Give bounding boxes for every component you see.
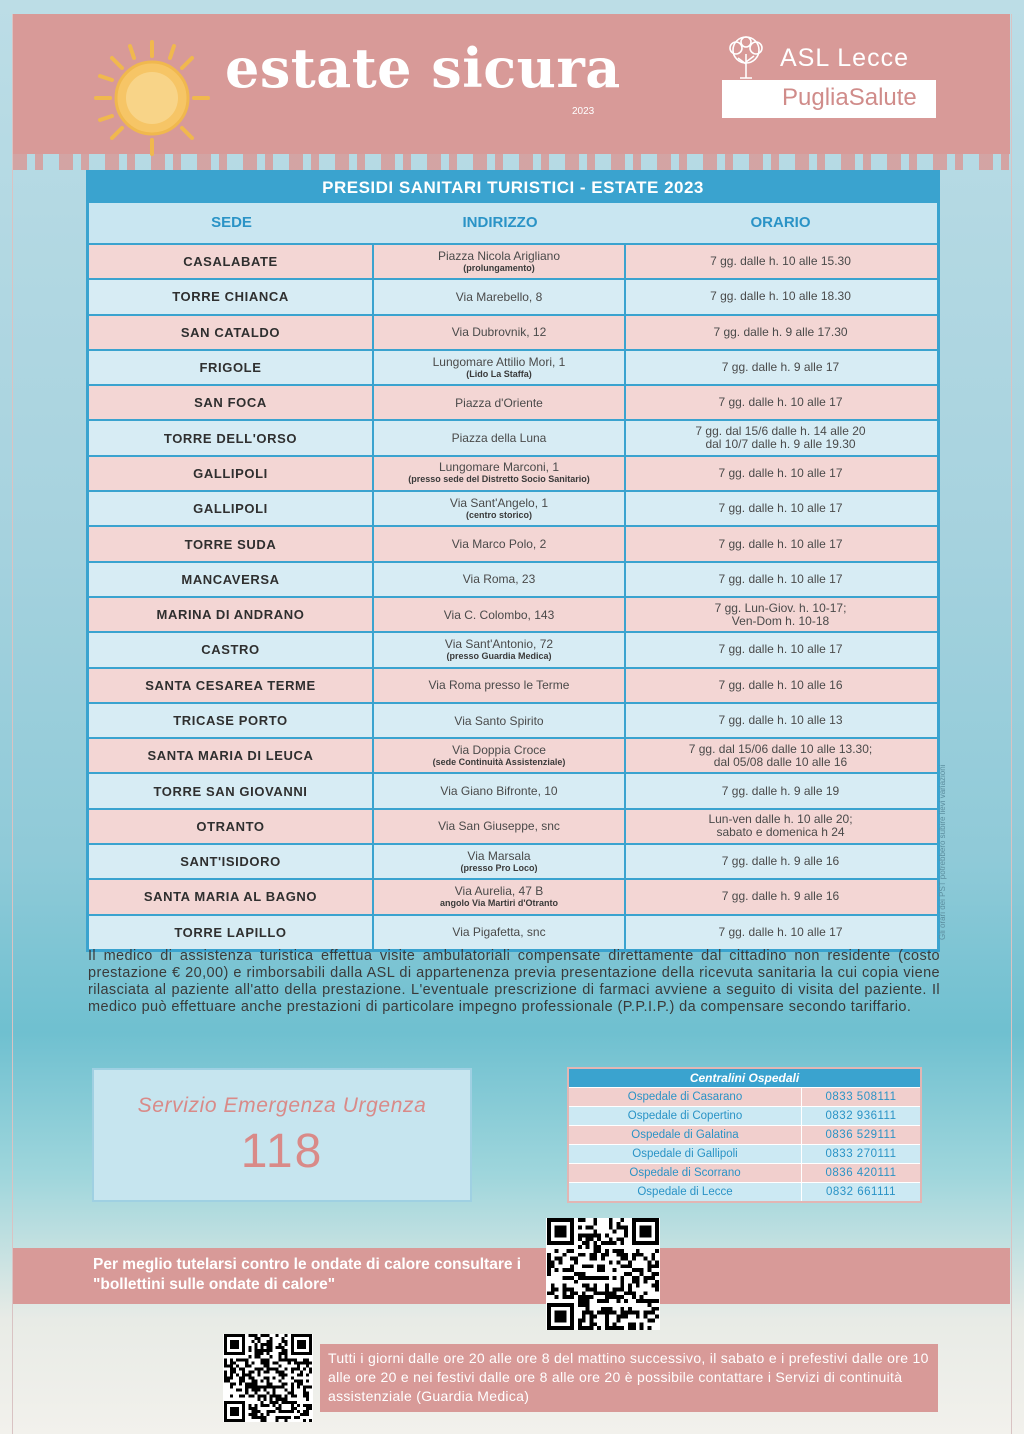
address-line: Piazza della Luna — [451, 431, 547, 446]
hours-line: 7 gg. Lun-Giov. h. 10-17; — [714, 600, 847, 615]
table-header — [89, 203, 937, 245]
table-row — [89, 704, 937, 739]
cell-sede: TORRE SUDA — [89, 527, 374, 560]
cell-sede: GALLIPOLI — [89, 492, 374, 525]
hospital-name: Ospedale di Gallipoli — [569, 1145, 802, 1163]
address-line: Via C. Colombo, 143 — [443, 607, 555, 622]
address-line: Piazza Nicola Arigliano — [437, 248, 561, 263]
cell-sede: OTRANTO — [89, 810, 374, 843]
hospitals-title: Centralini Ospedali — [569, 1069, 920, 1087]
address-line: Via Sant'Antonio, 72 — [444, 636, 554, 651]
cell-indirizzo — [374, 280, 626, 313]
cell-sede: SANT'ISIDORO — [89, 845, 374, 878]
cell-indirizzo — [374, 916, 626, 949]
cell-orario — [626, 598, 935, 631]
hours-line: 7 gg. dalle h. 10 alle 17 — [718, 571, 843, 586]
cell-indirizzo — [374, 316, 626, 349]
heat-notice: Per meglio tutelarsi contro le ondate di calore consultare i "bollettini sulle ondate di calore" — [93, 1256, 522, 1293]
address-line: Via Sant'Angelo, 1 — [449, 495, 549, 510]
hospital-name: Ospedale di Galatina — [569, 1126, 802, 1144]
cell-indirizzo — [374, 351, 626, 384]
address-line: Lungomare Attilio Mori, 1 — [432, 354, 566, 369]
cell-indirizzo — [374, 457, 626, 490]
table-title: PRESIDI SANITARI TURISTICI - ESTATE 2023 — [89, 173, 937, 203]
hospital-row — [569, 1163, 920, 1182]
hours-line-2: sabato e domenica h 24 — [716, 825, 845, 840]
cell-sede: CASTRO — [89, 633, 374, 666]
address-line: Via Roma, 23 — [462, 572, 536, 587]
cell-orario — [626, 457, 935, 490]
table-row — [89, 598, 937, 633]
cell-sede: GALLIPOLI — [89, 457, 374, 490]
cell-orario — [626, 880, 935, 913]
address-note: (presso sede del Distretto Socio Sanitario) — [408, 474, 590, 485]
hospital-name: Ospedale di Casarano — [569, 1088, 802, 1106]
cell-orario — [626, 845, 935, 878]
cell-sede: FRIGOLE — [89, 351, 374, 384]
side-note: Gli orari dei PST potrebbero subire lievi variazioni — [938, 764, 947, 940]
table-row — [89, 739, 937, 774]
address-line: Via Roma presso le Terme — [428, 678, 570, 693]
table-row — [89, 563, 937, 598]
table-body — [89, 245, 937, 949]
hours-line: 7 gg. dalle h. 10 alle 17 — [718, 465, 843, 480]
cell-sede: TORRE LAPILLO — [89, 916, 374, 949]
address-line: Via San Giuseppe, snc — [438, 819, 560, 834]
column-header-sede: SEDE — [211, 214, 252, 231]
cell-orario — [626, 774, 935, 807]
address-note: (sede Continuità Assistenziale) — [432, 756, 566, 767]
cell-sede: TORRE CHIANCA — [89, 280, 374, 313]
cell-sede: SAN CATALDO — [89, 316, 374, 349]
hospital-phone: 0832 661111 — [825, 1186, 897, 1198]
cell-indirizzo — [374, 598, 626, 631]
sun-icon — [92, 38, 212, 158]
address-note: (Lido La Staffa) — [466, 368, 532, 379]
hours-line: 7 gg. dalle h. 10 alle 17 — [718, 924, 843, 939]
poster-title: estate sicura — [225, 36, 621, 100]
cell-orario — [626, 280, 935, 313]
cell-orario — [626, 386, 935, 419]
qr-code-heat-bulletins[interactable] — [546, 1218, 660, 1330]
cell-indirizzo — [374, 845, 626, 878]
cell-orario — [626, 492, 935, 525]
table-row — [89, 457, 937, 492]
address-line: Via Marebello, 8 — [455, 289, 543, 304]
cell-indirizzo — [374, 880, 626, 913]
cell-indirizzo — [374, 774, 626, 807]
hours-line: 7 gg. dalle h. 10 alle 17 — [718, 536, 843, 551]
cell-orario — [626, 316, 935, 349]
address-line: Via Doppia Croce — [452, 742, 546, 757]
hours-line: 7 gg. dalle h. 10 alle 18.30 — [710, 289, 851, 304]
hours-line: 7 gg. dalle h. 9 alle 16 — [721, 854, 840, 869]
table-row — [89, 351, 937, 386]
address-note: (centro storico) — [465, 509, 532, 520]
hours-line: 7 gg. dalle h. 10 alle 16 — [718, 677, 843, 692]
cell-indirizzo — [374, 704, 626, 737]
asl-name: ASL Lecce — [780, 44, 909, 72]
hospital-phone: 0833 508111 — [825, 1091, 897, 1103]
cell-indirizzo — [374, 563, 626, 596]
hospital-phone: 0832 936111 — [825, 1110, 897, 1122]
table-row — [89, 527, 937, 562]
table-row — [89, 316, 937, 351]
cell-sede: SANTA MARIA AL BAGNO — [89, 880, 374, 913]
guardia-medica-notice: Tutti i giorni dalle ore 20 alle ore 8 del mattino successivo, il sabato e i prefestivi dalle ore 10 alle ore 20 e nei festivi dalle ore 8 alle ore 20 è possibile contattare i Servizi di continuità assistenziale (Guardia Medica) — [328, 1350, 929, 1404]
puglia-salute-band — [722, 80, 936, 118]
address-line: Via Marsala — [467, 848, 531, 863]
hours-line: 7 gg. dalle h. 9 alle 17 — [721, 360, 840, 375]
column-header-orario: ORARIO — [750, 214, 811, 231]
cell-sede: TORRE SAN GIOVANNI — [89, 774, 374, 807]
table-row — [89, 245, 937, 280]
hospital-switchboards — [567, 1067, 922, 1203]
cell-sede: TRICASE PORTO — [89, 704, 374, 737]
hospital-row — [569, 1087, 920, 1106]
hours-line: 7 gg. dalle h. 10 alle 13 — [718, 713, 843, 727]
hours-line-2: dal 10/7 dalle h. 9 alle 19.30 — [705, 437, 856, 452]
cell-orario — [626, 563, 935, 596]
address-line: Via Giano Bifronte, 10 — [440, 784, 558, 799]
guardia-medica-band — [320, 1344, 938, 1412]
cell-sede: SANTA MARIA DI LEUCA — [89, 739, 374, 772]
cell-sede: TORRE DELL'ORSO — [89, 421, 374, 454]
cell-orario — [626, 916, 935, 949]
emergency-number: 118 — [240, 1125, 324, 1178]
hospital-phone: 0833 270111 — [825, 1148, 897, 1160]
hospital-row — [569, 1182, 920, 1201]
cell-indirizzo — [374, 492, 626, 525]
address-line: Via Santo Spirito — [454, 713, 544, 728]
poster-year: 2023 — [572, 106, 595, 117]
cell-indirizzo — [374, 245, 626, 278]
table-row — [89, 386, 937, 421]
table-row — [89, 669, 937, 704]
cell-indirizzo — [374, 669, 626, 702]
address-note: (presso Guardia Medica) — [446, 650, 552, 661]
hours-line: 7 gg. dal 15/6 dalle h. 14 alle 20 — [695, 424, 866, 439]
hospital-name: Ospedale di Scorrano — [569, 1164, 802, 1182]
column-header-indirizzo: INDIRIZZO — [462, 214, 538, 231]
emergency-box — [92, 1068, 472, 1202]
address-line: Via Marco Polo, 2 — [451, 537, 547, 552]
cell-orario — [626, 704, 935, 737]
cell-sede: CASALABATE — [89, 245, 374, 278]
table-row — [89, 774, 937, 809]
emergency-label: Servizio Emergenza Urgenza — [137, 1094, 427, 1117]
qr-code-guardia-medica[interactable] — [223, 1334, 313, 1422]
hours-line: 7 gg. dalle h. 10 alle 17 — [718, 501, 843, 516]
address-line: Lungomare Marconi, 1 — [438, 460, 560, 475]
hours-line: 7 gg. dalle h. 10 alle 17 — [718, 395, 843, 410]
hours-line: 7 gg. dalle h. 9 alle 16 — [721, 889, 840, 904]
cell-orario — [626, 669, 935, 702]
cell-indirizzo — [374, 527, 626, 560]
hospitals-list — [569, 1087, 920, 1201]
hours-line: 7 gg. dalle h. 10 alle 15.30 — [710, 254, 851, 269]
cell-indirizzo — [374, 386, 626, 419]
cell-orario — [626, 739, 935, 772]
table-row — [89, 280, 937, 315]
info-paragraph: Il medico di assistenza turistica effettua visite ambulatoriali compensate direttamente dal cittadino non residente (costo prestazione € 20,00) e rimborsabili dalla ASL di appartenenza previa presentazione della ricevuta sanitaria la cui copia viene rilasciata al paziente all'atto della prestazione. L'eventuale prescrizione di farmaci avviene a seguito di visita del paziente. Il medico può effettuare anche prestazioni di particolare impegno professionale (P.P.I.P.) da compensare secondo tariffario. — [88, 948, 940, 1015]
table-row — [89, 916, 937, 949]
address-line: Piazza d'Oriente — [455, 395, 543, 410]
hospital-row — [569, 1125, 920, 1144]
hours-line: Lun-ven dalle h. 10 alle 20; — [708, 812, 853, 827]
address-note: (prolungamento) — [463, 262, 535, 273]
cell-orario — [626, 810, 935, 843]
cell-orario — [626, 245, 935, 278]
puglia-salute-label: PugliaSalute — [782, 84, 917, 111]
cell-indirizzo — [374, 739, 626, 772]
cell-sede: SANTA CESAREA TERME — [89, 669, 374, 702]
hospital-name: Ospedale di Copertino — [569, 1107, 802, 1125]
hospital-row — [569, 1106, 920, 1125]
hours-line: 7 gg. dalle h. 10 alle 17 — [718, 642, 843, 657]
cell-sede: SAN FOCA — [89, 386, 374, 419]
cell-indirizzo — [374, 633, 626, 666]
cell-indirizzo — [374, 810, 626, 843]
cell-orario — [626, 633, 935, 666]
table-row — [89, 880, 937, 915]
hours-line: 7 gg. dalle h. 9 alle 19 — [721, 783, 840, 798]
address-note: angolo Via Martiri d'Otranto — [440, 897, 558, 908]
table-row — [89, 845, 937, 880]
heat-notice-band — [13, 1248, 1010, 1304]
hospital-name: Ospedale di Lecce — [569, 1183, 802, 1201]
hours-line: 7 gg. dal 15/06 dalle 10 alle 13.30; — [688, 741, 873, 756]
hours-line: 7 gg. dalle h. 9 alle 17.30 — [713, 324, 848, 339]
hospital-phone: 0836 420111 — [825, 1167, 897, 1179]
address-line: Via Dubrovnik, 12 — [451, 325, 547, 340]
hours-line-2: Ven-Dom h. 10-18 — [731, 613, 830, 628]
hospital-phone: 0836 529111 — [825, 1129, 897, 1141]
hours-line-2: dal 05/08 dalle 10 alle 16 — [713, 754, 848, 769]
tree-icon — [722, 34, 770, 80]
presidi-table — [86, 170, 940, 952]
cell-sede: MARINA DI ANDRANO — [89, 598, 374, 631]
cell-orario — [626, 421, 935, 454]
table-row — [89, 810, 937, 845]
cell-sede: MANCAVERSA — [89, 563, 374, 596]
table-row — [89, 633, 937, 668]
address-note: (presso Pro Loco) — [460, 862, 538, 873]
table-row — [89, 421, 937, 456]
cell-orario — [626, 351, 935, 384]
asl-logo — [722, 30, 936, 120]
cell-indirizzo — [374, 421, 626, 454]
hospital-row — [569, 1144, 920, 1163]
cell-orario — [626, 527, 935, 560]
table-row — [89, 492, 937, 527]
address-line: Via Aurelia, 47 B — [454, 883, 544, 898]
address-line: Via Pigafetta, snc — [452, 925, 546, 940]
